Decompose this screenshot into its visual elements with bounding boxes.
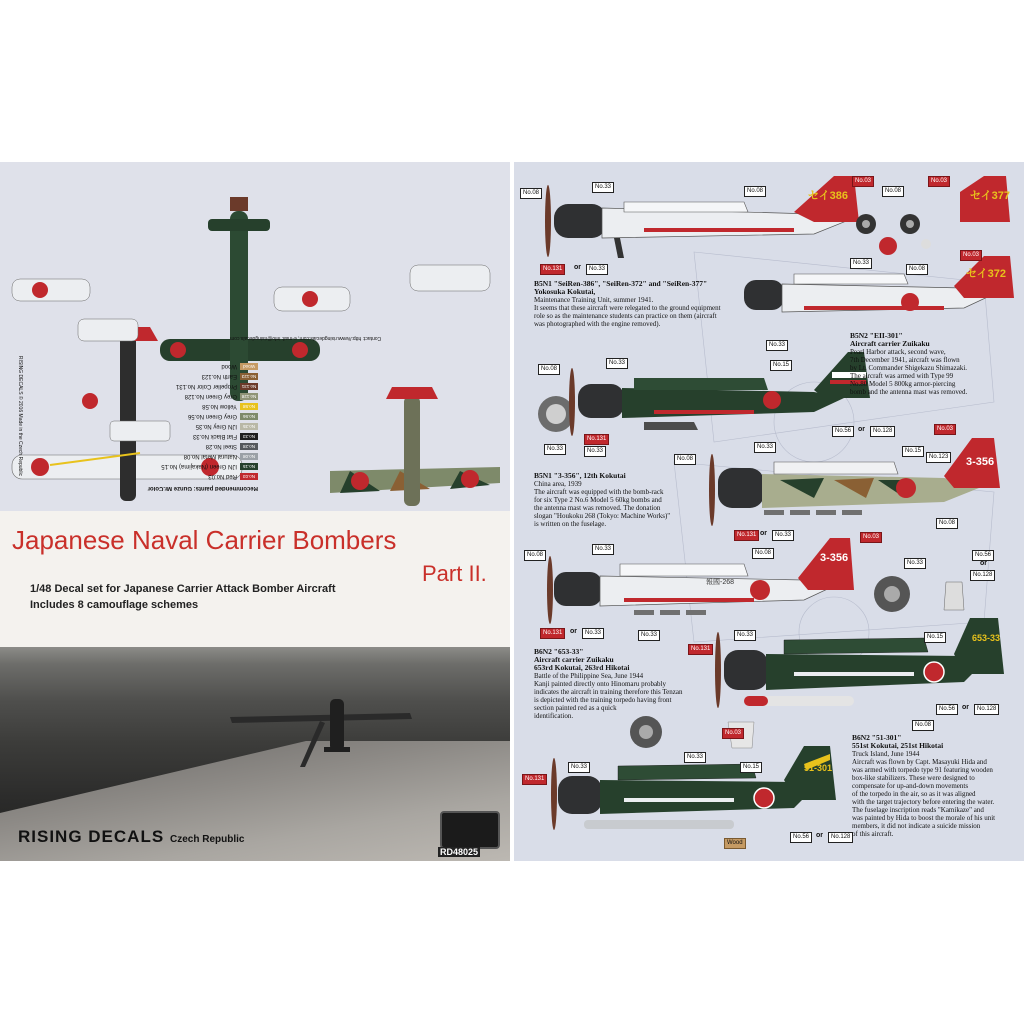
tag-no33-o: No.33	[684, 752, 706, 763]
box-part: Part II.	[422, 561, 487, 586]
tag-no33-i: No.33	[772, 530, 794, 541]
caption-eii-line2: 7th December 1941, aircraft was flown	[850, 356, 960, 364]
tag-no15-a: No.15	[770, 360, 792, 371]
caption-51301-line7: with the target trajectory before entering the water.	[852, 798, 995, 806]
or-a: or	[574, 264, 581, 271]
tag-no15-d: No.15	[740, 762, 762, 773]
caption-51301-line8: The fuselage inscription reads "Kamikaze" and	[852, 806, 984, 814]
wing-panels-inverted	[12, 265, 490, 341]
code-seiren-372: セイ372	[966, 268, 1007, 280]
tag-no131-b: No.131	[584, 434, 609, 445]
legend-swatch: No.128	[241, 394, 257, 399]
tag-no56-d: No.56	[790, 832, 812, 843]
caption-51301-line2: Aircraft was flown by Capt. Masayuki Hida and	[852, 758, 987, 766]
legend-swatch: No.58	[240, 403, 258, 410]
or-e: or	[570, 628, 577, 635]
caption-seiren	[534, 280, 794, 328]
legend-row	[196, 422, 258, 430]
caption-65333-line5: section painted red as a quick	[534, 704, 617, 712]
tag-no03-b: No.03	[928, 176, 950, 187]
caption-eii-line6: bomb and the antenna mast was removed.	[850, 388, 968, 396]
tag-no131-a: No.131	[540, 264, 565, 275]
or-d: or	[980, 560, 987, 567]
legend-row	[185, 392, 258, 400]
caption-eii-line1: Pearl Harbor attack, second wave,	[850, 348, 946, 356]
brand-country: Czech Republic	[170, 834, 245, 845]
tag-no08-d: No.08	[906, 264, 928, 275]
caption-eii-line3: by Lt. Commander Shigekazu Shimazaki.	[850, 364, 968, 372]
caption-65333-title: B6N2 "653-33"	[534, 647, 584, 656]
caption-eii-unit: Aircraft carrier Zuikaku	[850, 339, 930, 348]
made-in-note: RISING DECALS © 2016 Made in the Czech Republic	[17, 355, 24, 477]
caption-65333-unit: Aircraft carrier Zuikaku	[534, 655, 614, 664]
tag-no03-f: No.03	[722, 728, 744, 739]
caption-65333-line2: Kanji painted directly onto Hinomaru probably	[534, 680, 666, 688]
caption-seiren-line4: was photographed with the engine removed).	[534, 320, 661, 328]
caption-seiren-line3: role so as the maintenance students can practice on them (aircraft	[534, 312, 717, 320]
tag-no56-a: No.56	[832, 426, 854, 437]
legend-label: Earth No.123	[201, 372, 237, 379]
legend-label: Red No.03	[208, 472, 237, 479]
caption-51301-line4: box-like stabilizers. These were designed to	[852, 774, 975, 782]
wheel-details	[856, 214, 931, 255]
tag-no03-a: No.03	[852, 176, 874, 187]
caption-3356-line6: is written on the fuselage.	[534, 520, 607, 528]
or-f: or	[962, 704, 969, 711]
caption-51301-line11: of this aircraft.	[852, 830, 894, 838]
caption-51301-title: B6N2 "51-301"	[852, 733, 902, 742]
legend-row	[184, 452, 258, 460]
tag-no08-i: No.08	[752, 548, 774, 559]
b5n-plan-camo	[330, 387, 500, 506]
legend-row	[193, 432, 258, 440]
caption-51301-line1: Truck Island, June 1944	[852, 750, 920, 758]
tag-no15-b: No.15	[902, 446, 924, 457]
plan-view-panel	[0, 162, 510, 511]
caption-3356-line4: the antenna mast was removed. The donation	[534, 504, 661, 512]
caption-eii-line4: The aircraft was armed with Type 99	[850, 372, 954, 380]
tag-no33-f: No.33	[544, 444, 566, 455]
profile-b5n2-eii-301	[538, 352, 870, 436]
tag-no08-c: No.08	[882, 186, 904, 197]
tag-no33-n: No.33	[734, 630, 756, 641]
tag-no33-e: No.33	[766, 340, 788, 351]
legend-label: IJN Green (Nakajima) No.15	[161, 462, 237, 469]
legend-swatch: No.35	[240, 423, 258, 430]
tag-no08-g: No.08	[936, 518, 958, 529]
legend-label: Grey Green No.128	[184, 392, 237, 399]
tag-no131-f: No.131	[522, 774, 547, 785]
right-profile-panel	[514, 162, 1024, 861]
legend-row	[206, 442, 258, 450]
tag-no15-c: No.15	[924, 632, 946, 643]
caption-3-356	[534, 472, 714, 528]
decal-set-subtitle: 1/48 Decal set for Japanese Carrier Attack Bomber Aircraft	[30, 583, 336, 595]
or-c: or	[760, 530, 767, 537]
legend-label: IJN Grey No.35	[195, 422, 237, 429]
tag-no03-e: No.03	[860, 532, 882, 543]
caption-3356-line5: slogan "Houkoku 268 (Tokyo: Machine Works)"	[534, 512, 671, 520]
aircraft-silhouette	[230, 699, 412, 767]
caption-seiren-line2: It seems that these aircraft were relegated to the ground equipment	[534, 304, 721, 312]
tag-no08-h: No.08	[524, 550, 546, 561]
tag-no33-d: No.33	[606, 358, 628, 369]
tag-no131-e: No.131	[688, 644, 713, 655]
caption-51301-line10: members, it did not indicate a suicide mission	[852, 822, 981, 830]
code-seiren-377: セイ377	[970, 190, 1011, 202]
legend-swatch: No.03	[240, 473, 258, 480]
legend-row	[202, 372, 258, 380]
tag-no128-d: No.128	[828, 832, 853, 843]
legend-row	[202, 402, 258, 410]
slogan-houkoku: 報國-268	[706, 579, 735, 586]
brand-logo	[440, 811, 500, 849]
or-b: or	[858, 426, 865, 433]
legend-swatch: No.28	[240, 443, 258, 450]
legend-label: Yellow No.58	[202, 402, 237, 409]
tag-no128-c: No.128	[974, 704, 999, 715]
left-instruction-panel	[0, 162, 510, 861]
tag-no33-a: No.33	[592, 182, 614, 193]
legend-swatch: No.15	[240, 463, 258, 470]
legend-label: Steel No.28	[205, 442, 237, 449]
legend-row	[161, 462, 258, 470]
caption-65333-unit2: 653rd Kokutai, 263rd Hikotai	[534, 663, 630, 672]
legend-swatch: No.08	[240, 453, 258, 460]
caption-51301-unit: 551st Kokutai, 251st Hikotai	[852, 741, 944, 750]
caption-51301-line9: was painted by Hida to boost the morale of his unit	[852, 814, 996, 822]
legend-heading: Recommended paints: Gunze Mr.Color	[147, 485, 258, 491]
caption-seiren-title: B5N1 "SeiRen-386", "SeiRen-372" and "SeiRen-377"	[534, 279, 708, 288]
tag-no03-c: No.03	[960, 250, 982, 261]
tag-no33-h: No.33	[754, 442, 776, 453]
caption-51-301	[852, 734, 1022, 838]
tag-no33-g: No.33	[584, 446, 606, 457]
tag-no08-e: No.08	[538, 364, 560, 375]
caption-51301-line6: of the torpedo in the air, so as it was aligned	[852, 790, 976, 798]
tag-no33-b: No.33	[586, 264, 608, 275]
caption-51301-line5: compensate for up-and-down movements	[852, 782, 969, 790]
caption-65333-line3: indicates the aircraft in training therefore this Tenzan	[534, 688, 683, 696]
tag-no33-k: No.33	[904, 558, 926, 569]
tag-no33-c: No.33	[850, 258, 872, 269]
tag-wood: Wood	[724, 838, 746, 849]
contact-note: Contact: http://www.risingdecals.com, e-mail: info@risingdecals.com	[230, 335, 382, 341]
legend-row	[221, 362, 258, 370]
tag-no33-m: No.33	[638, 630, 660, 641]
legend-swatch: No.56	[240, 413, 258, 420]
code-3-356-camo: 3-356	[966, 456, 995, 468]
legend-label: Grey Green No.56	[187, 412, 237, 419]
tag-no03-d: No.03	[934, 424, 956, 435]
brand-name: RISING DECALS	[18, 827, 165, 846]
tag-no56-b: No.56	[972, 550, 994, 561]
tag-no33-j: No.33	[592, 544, 614, 555]
code-seiren-386: セイ386	[808, 190, 849, 202]
paint-legend	[138, 342, 258, 492]
caption-3356-line2: The aircraft was equipped with the bomb-rack	[534, 488, 664, 496]
tag-no56-c: No.56	[936, 704, 958, 715]
caption-seiren-unit: Yokosuka Kokutai,	[534, 287, 596, 296]
code-51-301: 51-301	[804, 763, 833, 773]
caption-3356-title: B5N1 "3-356", 12th Kokutai	[534, 471, 626, 480]
legend-swatch: No.123	[241, 374, 257, 379]
tag-no131-c: No.131	[734, 530, 759, 541]
caption-3356-line1: China area, 1939	[534, 480, 582, 488]
tag-no08-a: No.08	[520, 188, 542, 199]
tag-no128-a: No.128	[870, 426, 895, 437]
legend-label: Wood	[221, 362, 237, 369]
caption-65333-line6: identification.	[534, 712, 574, 720]
caption-653-33	[534, 648, 724, 720]
box-title: Japanese Naval Carrier Bombers	[12, 525, 397, 555]
legend-row	[208, 472, 258, 480]
code-653-33: 653-33	[972, 633, 1001, 643]
code-3-356-silver: 3-356	[820, 552, 849, 564]
tag-no33-p: No.33	[568, 762, 590, 773]
caption-eii-title: B5N2 "EII-301"	[850, 331, 903, 340]
schemes-subtitle: Includes 8 camouflage schemes	[30, 599, 199, 611]
legend-label: Natural Metal No.08	[183, 452, 237, 459]
legend-swatch: No.33	[240, 433, 258, 440]
catalog-number: RD48025	[440, 847, 479, 857]
tag-no128-b: No.128	[970, 570, 995, 581]
caption-51301-line3: was armed with torpedo type 91 featuring wooden	[852, 766, 993, 774]
profile-b5n1-3-356-camo	[709, 438, 1000, 526]
box-art-panel	[0, 511, 510, 861]
tag-no08-b: No.08	[744, 186, 766, 197]
or-g: or	[816, 832, 823, 839]
caption-eii-line5: No.80 Model 5 800kg armor-piercing	[850, 380, 956, 388]
legend-label: Flat Black No.33	[192, 432, 237, 439]
caption-65333-line4: is depicted with the training torpedo having front	[534, 696, 672, 704]
tag-no08-j: No.08	[912, 720, 934, 731]
legend-swatch: Wood	[240, 363, 258, 370]
tag-no131-d: No.131	[540, 628, 565, 639]
caption-seiren-line1: Maintenance Training Unit, summer 1941.	[534, 296, 654, 304]
legend-row	[176, 382, 258, 390]
legend-row	[188, 412, 258, 420]
caption-3356-line3: for six Type 2 No.6 Model 5 60kg bombs and	[534, 496, 662, 504]
tag-no08-f: No.08	[674, 454, 696, 465]
caption-65333-line1: Battle of the Philippine Sea, June 1944	[534, 672, 644, 680]
tag-no33-l: No.33	[582, 628, 604, 639]
legend-label: Propeller Color No.131	[175, 382, 237, 389]
caption-eii-301	[850, 332, 1020, 396]
tag-no123-a: No.123	[926, 452, 951, 463]
legend-swatch: No.131	[241, 384, 257, 389]
